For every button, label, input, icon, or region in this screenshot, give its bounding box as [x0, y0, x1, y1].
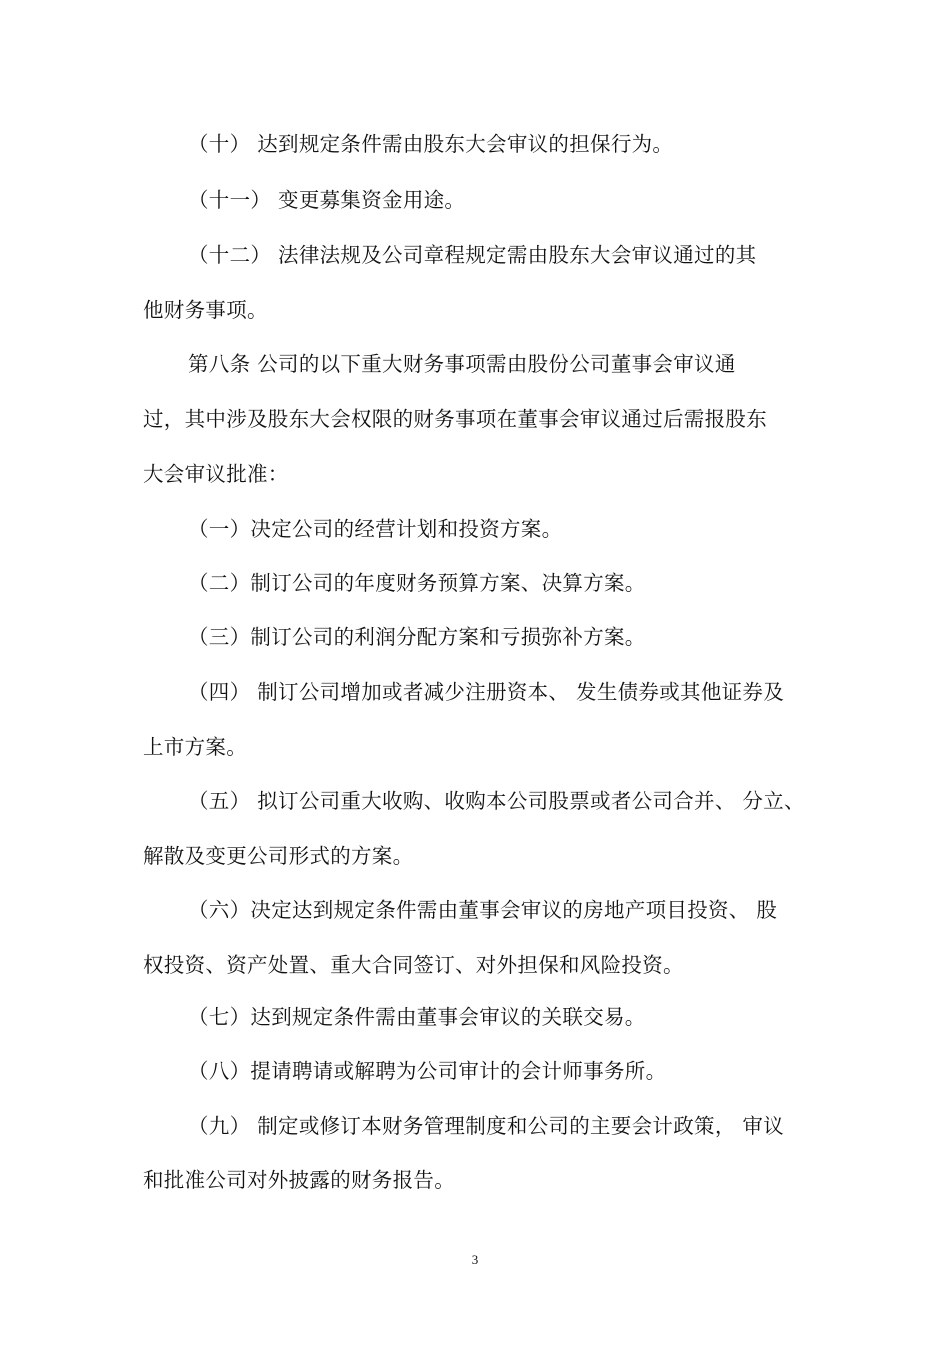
page-number: 3 — [471, 1252, 479, 1267]
text-line: 解散及变更公司形式的方案。 — [143, 844, 414, 868]
text-line: 他财务事项。 — [143, 298, 268, 322]
text-line: 和批准公司对外披露的财务报告。 — [143, 1168, 455, 1192]
text-line: （四） 制订公司增加或者减少注册资本、 发生债券或其他证券及 — [188, 680, 785, 704]
text-line: （五） 拟订公司重大收购、收购本公司股票或者公司合并、 分立、 — [188, 789, 805, 813]
text-line: （十一） 变更募集资金用途。 — [188, 188, 466, 212]
text-line: （十二） 法律法规及公司章程规定需由股东大会审议通过的其 — [188, 243, 757, 267]
text-line: （一）决定公司的经营计划和投资方案。 — [188, 517, 563, 541]
text-line: （十） 达到规定条件需由股东大会审议的担保行为。 — [188, 132, 674, 156]
text-line: （二）制订公司的年度财务预算方案、决算方案。 — [188, 571, 646, 595]
text-line: 上市方案。 — [143, 735, 247, 759]
text-line: （九） 制定或修订本财务管理制度和公司的主要会计政策， 审议 — [188, 1114, 785, 1138]
text-line: （八）提请聘请或解聘为公司审计的会计师事务所。 — [188, 1059, 667, 1083]
text-line: 权投资、资产处置、重大合同签订、对外担保和风险投资。 — [143, 953, 684, 977]
text-line: 大会审议批准： — [143, 462, 289, 486]
text-line: （七）达到规定条件需由董事会审议的关联交易。 — [188, 1005, 646, 1029]
text-line: （六）决定达到规定条件需由董事会审议的房地产项目投资、 股 — [188, 898, 778, 922]
text-line: （三）制订公司的利润分配方案和亏损弥补方案。 — [188, 625, 646, 649]
text-line: 过，其中涉及股东大会权限的财务事项在董事会审议通过后需报股东 — [143, 407, 767, 431]
text-line: 第八条 公司的以下重大财务事项需由股份公司董事会审议通 — [188, 352, 736, 376]
